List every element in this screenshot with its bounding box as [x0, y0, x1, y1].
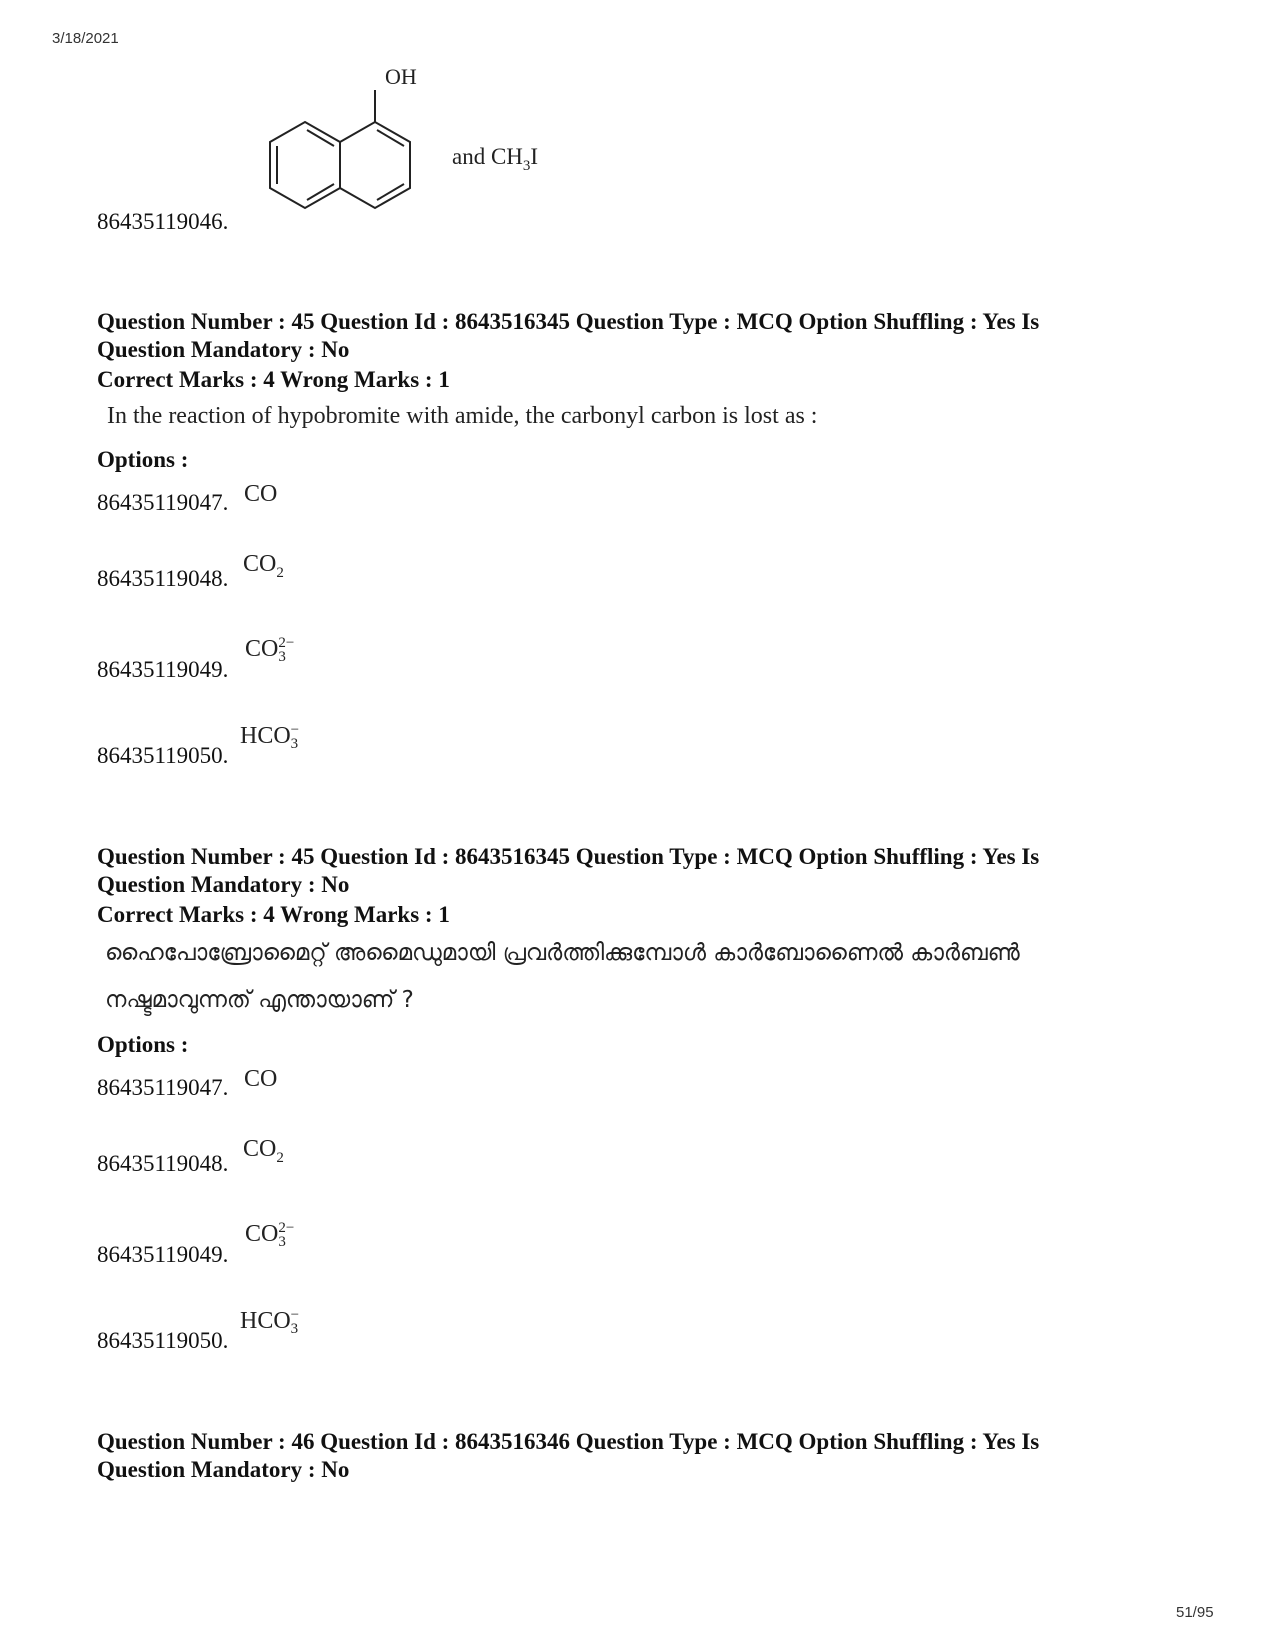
option-id: 86435119048. [97, 1151, 229, 1176]
question-text: In the reaction of hypobromite with amide, the carbonyl carbon is lost as : [107, 403, 818, 429]
option-id: 86435119047. [97, 1075, 229, 1100]
option-formula: CO [244, 1066, 278, 1092]
marks-line: Correct Marks : 4 Wrong Marks : 1 [97, 367, 450, 392]
naphthol-structure-image [245, 60, 575, 225]
question-meta-line: Question Number : 45 Question Id : 8643516345 Question Type : MCQ Option Shuffling : Yes Is [97, 844, 1040, 869]
print-date: 3/18/2021 [52, 30, 119, 47]
oh-label: OH [385, 64, 417, 89]
question-meta-line: Question Number : 46 Question Id : 8643516346 Question Type : MCQ Option Shuffling : Yes Is [97, 1429, 1040, 1454]
option-formula: $CO_2$ [243, 551, 284, 581]
question-text: നഷ്ടമാവുന്നത് എന്തായാണ് ? [105, 987, 414, 1013]
option-id: 86435119050. [97, 743, 229, 768]
reagent-tail: I [530, 144, 539, 169]
option-formula: HCO − 3 [240, 722, 300, 753]
svg-text:and CH3I [452, 144, 538, 174]
reagent-text: and CH [452, 144, 523, 169]
question-meta [97, 308, 1177, 364]
question-text: ഹൈപോബ്രോമൈറ്റ് അമൈഡുമായി പ്രവർത്തിക്കുമ്പോൾ കാർബോണൈൽ കാർബൺ [105, 940, 1020, 966]
option-id: 86435119050. [97, 1328, 229, 1353]
options-label: Options : [97, 1032, 189, 1057]
option-id: 86435119049. [97, 657, 229, 682]
option-formula: CO [244, 481, 278, 507]
question-mandatory: Question Mandatory : No [97, 872, 350, 897]
option-id: 86435119047. [97, 490, 229, 515]
reagent-sub: 3 [522, 158, 531, 174]
page-number: 51/95 [1176, 1604, 1214, 1621]
options-label: Options : [97, 447, 189, 472]
option-id: 86435119049. [97, 1242, 229, 1267]
question-meta [97, 1428, 1177, 1484]
marks-line: Correct Marks : 4 Wrong Marks : 1 [97, 902, 450, 927]
option-formula: $CO_2$ [243, 1136, 284, 1166]
option-formula: CO 2− 3 [245, 635, 295, 666]
option-formula: CO 2− 3 [245, 1220, 295, 1251]
question-mandatory: Question Mandatory : No [97, 337, 350, 362]
question-mandatory: Question Mandatory : No [97, 1457, 350, 1482]
option-id: 86435119046. [97, 209, 229, 234]
question-meta-line: Question Number : 45 Question Id : 8643516345 Question Type : MCQ Option Shuffling : Yes Is [97, 309, 1040, 334]
option-id: 86435119048. [97, 566, 229, 591]
question-meta [97, 843, 1177, 899]
option-formula: HCO − 3 [240, 1307, 300, 1338]
